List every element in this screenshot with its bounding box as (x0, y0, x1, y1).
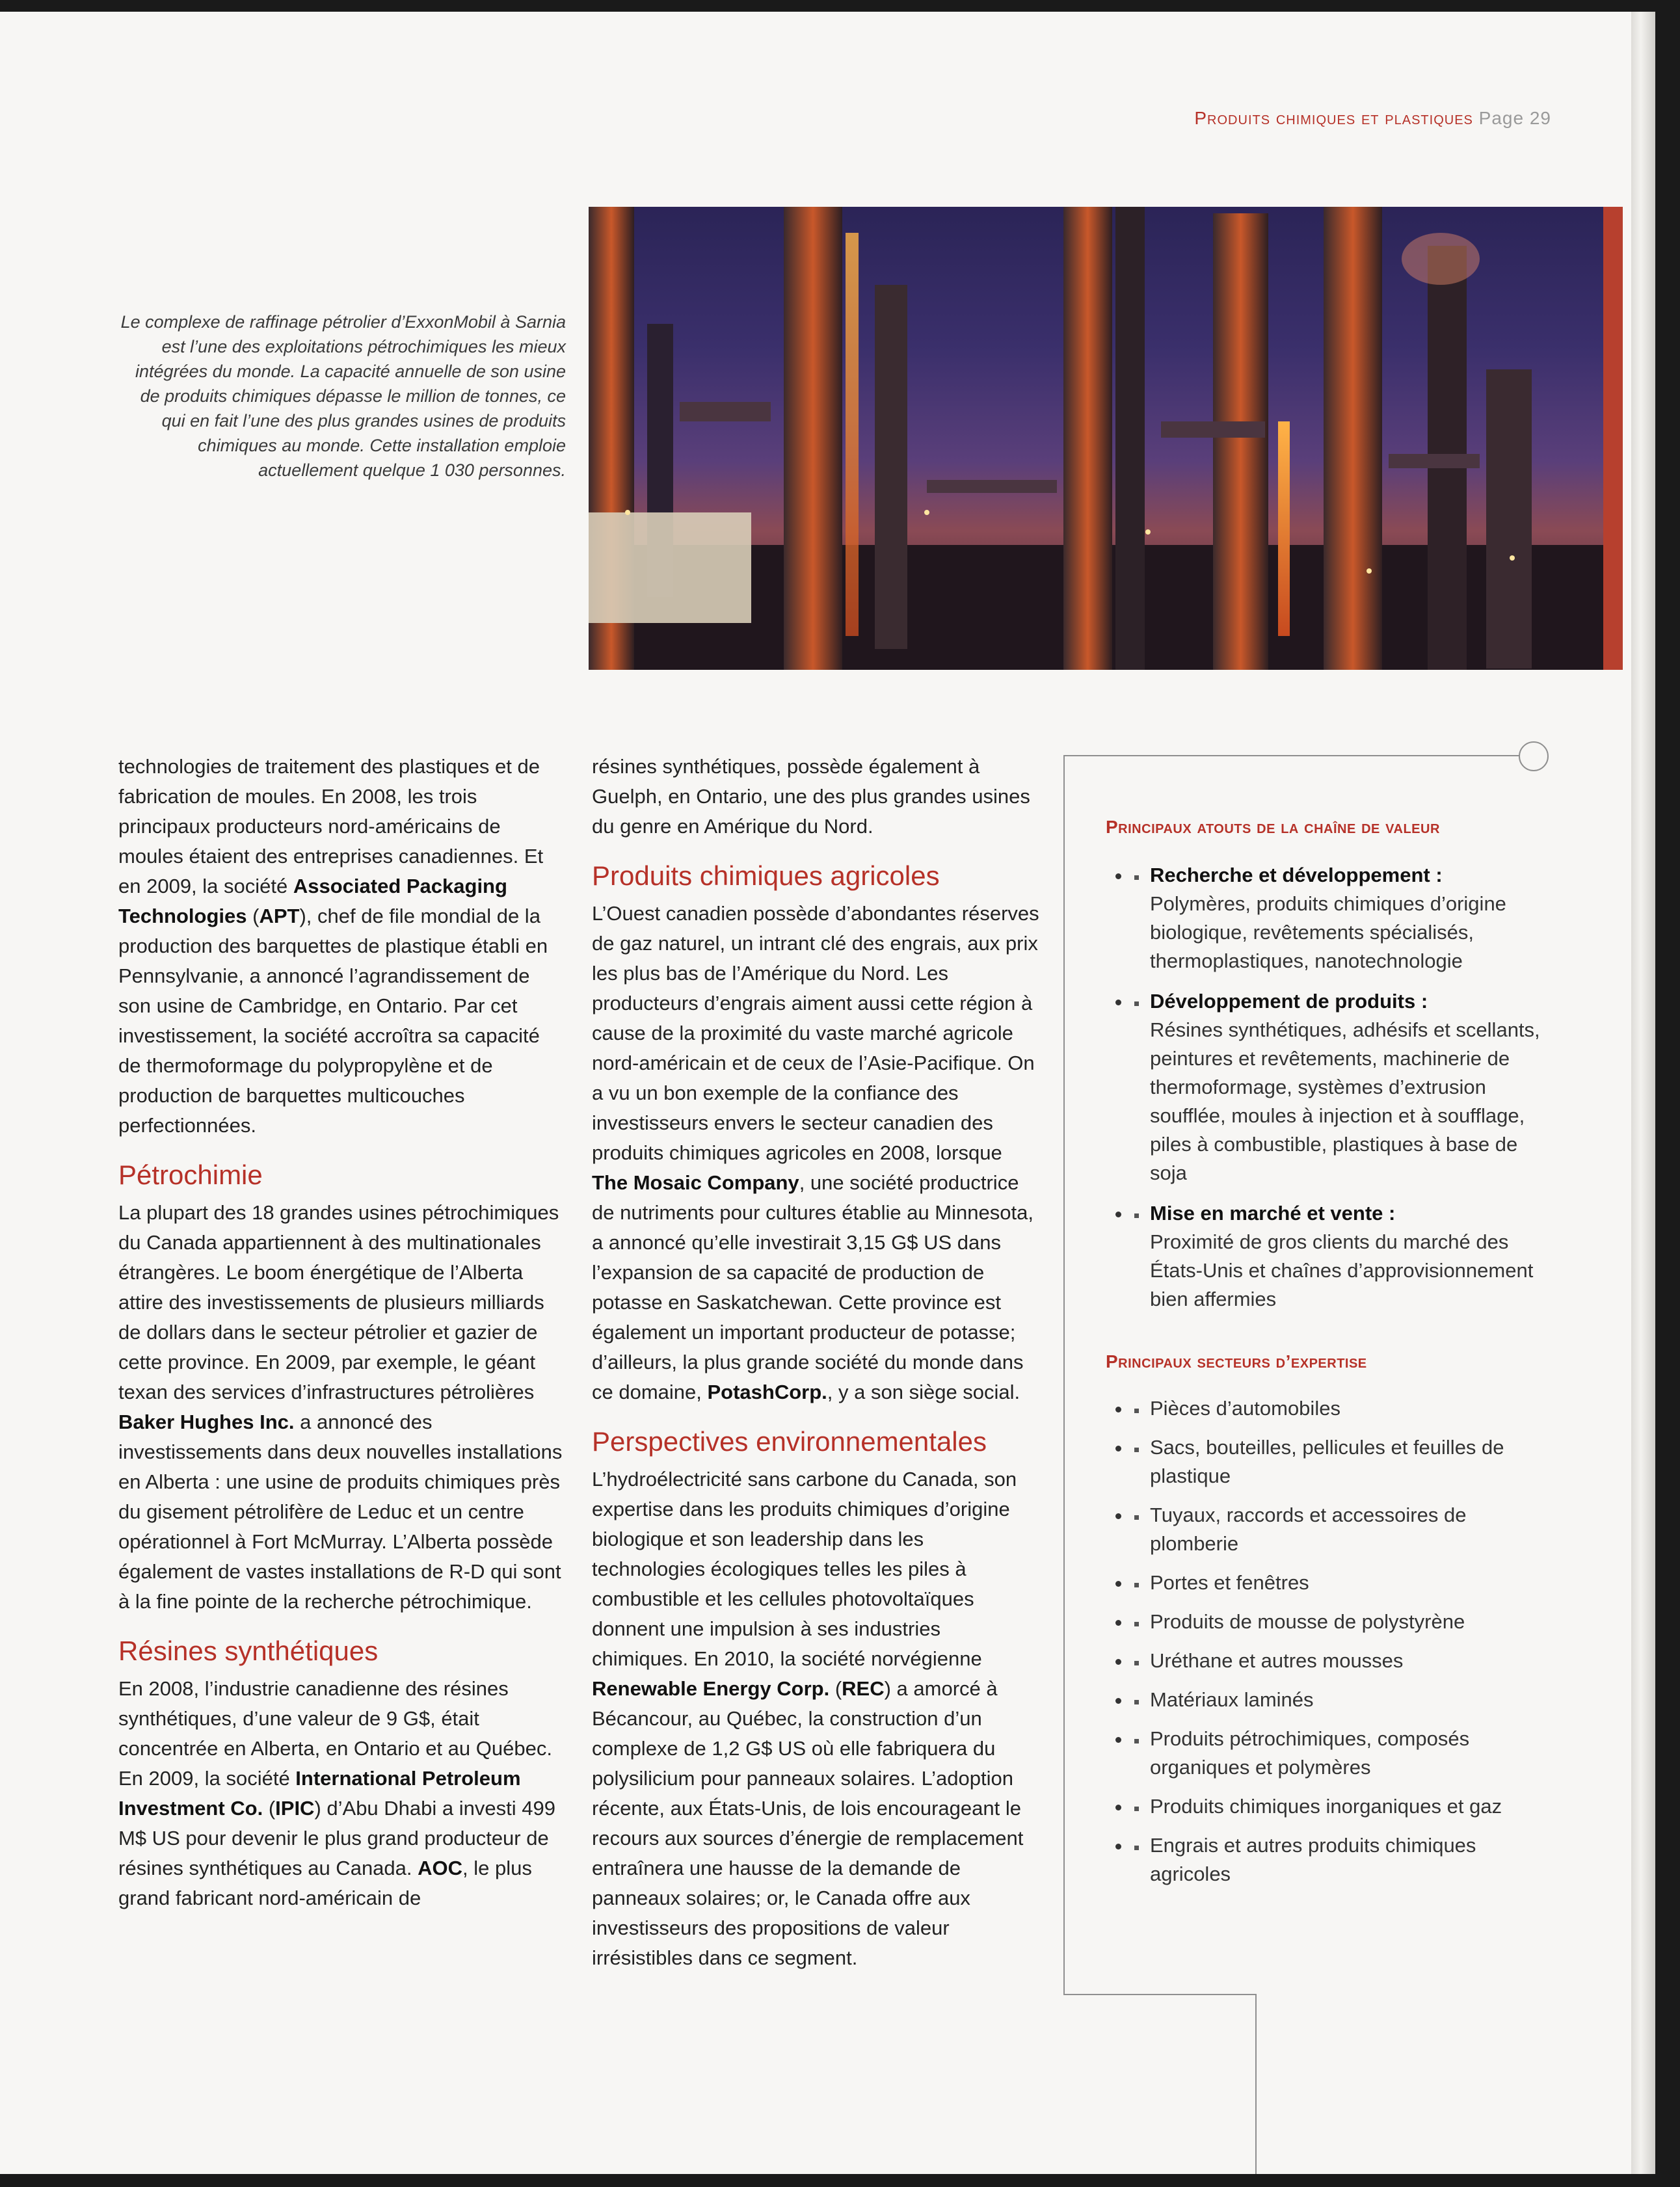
list-item: • Produits chimiques inorganiques et gaz (1132, 1792, 1548, 1821)
text-run: L’hydroélectricité sans carbone du Canada, son expertise dans les produits chimiques d’origine biologique et son leadership dans les technologies écologiques telles les piles à combustible et les cellules photovoltaïques donnent une impulsion à ses industries chimiques. En 2010, la société norvégienne (592, 1468, 1017, 1670)
atouts-list (1106, 861, 1548, 1325)
page-edge (1631, 12, 1655, 2174)
list-item: • Matériaux laminés (1132, 1686, 1548, 1714)
list-item: • Produits pétrochimiques, composés organiques et polymères (1132, 1725, 1548, 1782)
sidebar-border-top (1063, 755, 1532, 756)
section-title: Produits chimiques et plastiques (1194, 108, 1473, 128)
company-name: PotashCorp. (707, 1381, 827, 1403)
text-run: ), chef de file mondial de la production des barquettes de plastique établi en Pennsylvanie, a annoncé l’agrandissement de son usine de Cambridge, en Ontario. Par cet investissement, la société accroîtra sa capacité de thermoformage du polypropylène et de production de barquettes multicouches perfectionnées. (118, 905, 548, 1137)
text-run: technologies de traitement des plastiques et de fabrication de moules. En 2008, les trois principaux producteurs nord-américains de moules étaient des entreprises canadiennes. Et en 2009, la société (118, 755, 544, 897)
text-run: ( (829, 1677, 842, 1700)
text-column-2 (592, 752, 1041, 1973)
heading-environnementales: Perspectives environnementales (592, 1426, 987, 1457)
company-name: Renewable Energy Corp. (592, 1677, 830, 1700)
company-acronym: REC (842, 1677, 885, 1700)
paragraph-agricoles (592, 899, 1041, 1407)
heading-agricoles: Produits chimiques agricoles (592, 860, 940, 891)
paragraph-petrochimie (118, 1198, 567, 1617)
company-name: Baker Hughes Inc. (118, 1411, 295, 1433)
list-item (1132, 861, 1548, 975)
sidebar-border-left (1063, 755, 1065, 1994)
atout-title: • Mise en marché et vente : (1150, 1202, 1396, 1225)
refinery-illustration (589, 207, 1623, 670)
text-run: , le plus grand fabricant nord-américain de (118, 1857, 532, 1909)
atout-title: • Recherche et développement : (1150, 864, 1443, 886)
sidebar-heading-secteurs: Principaux secteurs d’expertise (1106, 1351, 1367, 1372)
text-run: En 2008, l’industrie canadienne des résines synthétiques, d’une valeur de 9 G$, était concentrée en Alberta, en Ontario et au Québec. En 2009, la société (118, 1677, 552, 1790)
company-name: The Mosaic Company (592, 1171, 799, 1194)
paragraph-resines (118, 1674, 567, 1913)
text-run: ) a amorcé à Bécancour, au Québec, la construction d’un complexe de 1,2 G$ US où elle fabriquera du polysilicium pour panneaux solaires. L’adoption récente, aux États-Unis, de lois encourageant le recours aux sources d’énergie de remplacement entraînera une hausse de la demande de panneaux solaires; or, le Canada offre aux investisseurs des propositions de valeur irrésistibles dans ce segment. (592, 1677, 1024, 1969)
list-item: • Sacs, bouteilles, pellicules et feuilles de plastique (1132, 1433, 1548, 1491)
text-run: ) d’Abu Dhabi a investi 499 M$ US pour devenir le plus grand producteur de résines synthétiques au Canada. (118, 1797, 555, 1879)
atout-description: Proximité de gros clients du marché des États-Unis et chaînes d’approvisionnement bien affermies (1150, 1230, 1534, 1310)
company-name: AOC (418, 1857, 463, 1879)
list-item: • Portes et fenêtres (1132, 1569, 1548, 1597)
paragraph-environnementales (592, 1465, 1041, 1973)
refinery-photo (589, 207, 1623, 670)
sidebar-heading-atouts: Principaux atouts de la chaîne de valeur (1106, 817, 1440, 837)
company-name: Associated Packaging Technologies (118, 875, 507, 927)
text-run: La plupart des 18 grandes usines pétrochimiques du Canada appartiennent à des multinationales étrangères. Le boom énergétique de l’Alberta attire des investissements de plusieurs milliards de dollars dans le secteur pétrolier et gazier de cette province. En 2009, par exemple, le géant texan des services d’infrastructures pétrolières (118, 1201, 559, 1403)
list-item: • Engrais et autres produits chimiques agricoles (1132, 1831, 1548, 1889)
list-item: • Uréthane et autres mousses (1132, 1647, 1548, 1675)
atout-description: Résines synthétiques, adhésifs et scellants, peintures et revêtements, machinerie de thermoformage, systèmes d’extrusion soufflée, moules à injection et à soufflage, piles à combustible, plastiques à base de soja (1150, 1018, 1540, 1184)
paragraph-intro (118, 752, 567, 1141)
list-item: • Tuyaux, raccords et accessoires de plomberie (1132, 1501, 1548, 1558)
text-column-1 (118, 752, 567, 1913)
list-item (1132, 987, 1548, 1187)
photo-accent-strip (1603, 207, 1623, 670)
text-run: ( (263, 1797, 276, 1820)
text-run: , une société productrice de nutriments pour cultures établie au Minnesota, a annoncé qu’elle investirait 3,15 G$ US dans l’expansion de sa capacité de production de potasse en Saskatchewan. Cette province est également un important producteur de potasse; d’ailleurs, la plus grande société du monde dans ce domaine, (592, 1171, 1033, 1403)
text-run: a annoncé des investissements dans deux nouvelles installations en Alberta : une usine de produits chimiques près du gisement pétrolifère de Leduc et un centre opérationnel à Fort McMurray. L’Alberta possède également de vastes installations de R-D qui sont à la fine pointe de la recherche pétrochimique. (118, 1411, 563, 1613)
list-item: • Produits de mousse de polystyrène (1132, 1608, 1548, 1636)
sidebar-border-bottom (1063, 1994, 1255, 1995)
page-number: Page 29 (1478, 108, 1551, 128)
circle-ornament-icon (1519, 741, 1549, 771)
text-run: L’Ouest canadien possède d’abondantes réserves de gaz naturel, un intrant clé des engrais, aux prix les plus bas de l’Amérique du Nord. Les producteurs d’engrais aiment aussi cette région à cause de la proximité du vaste marché agricole nord-américain et de ceux de l’Asie-Pacifique. On a vu un bon exemple de la confiance des investisseurs envers le secteur canadien des produits chimiques agricoles en 2008, lorsque (592, 902, 1039, 1164)
paragraph-continued: résines synthétiques, possède également à Guelph, en Ontario, une des plus grandes usines du genre en Amérique du Nord. (592, 755, 1030, 838)
photo-caption: Le complexe de raffinage pétrolier d’ExxonMobil à Sarnia est l’une des exploitations pétrochimiques les mieux intégrées du monde. La capacité annuelle de son usine de produits chimiques dépasse le million de tonnes, ce qui en fait l’une des plus grandes usines de produits chimiques au monde. Cette installation emploie actuellement quelque 1 030 personnes. (120, 312, 566, 480)
atout-title: • Développement de produits : (1150, 990, 1428, 1013)
company-acronym: IPIC (275, 1797, 315, 1820)
list-item: • Pièces d’automobiles (1132, 1394, 1548, 1423)
magazine-page (0, 12, 1655, 2174)
atout-description: Polymères, produits chimiques d’origine biologique, revêtements spécialisés, thermoplastiques, nanotechnologie (1150, 892, 1506, 972)
running-header (1194, 108, 1551, 129)
company-name: International Petroleum Investment Co. (118, 1767, 521, 1820)
secteurs-list (1106, 1394, 1548, 1899)
text-run: ( (247, 905, 260, 927)
text-run: , y a son siège social. (827, 1381, 1020, 1403)
heading-resines: Résines synthétiques (118, 1636, 379, 1666)
company-acronym: APT (259, 905, 300, 927)
heading-petrochimie: Pétrochimie (118, 1160, 263, 1190)
sidebar-border-tail (1255, 1994, 1257, 2174)
list-item (1132, 1199, 1548, 1314)
